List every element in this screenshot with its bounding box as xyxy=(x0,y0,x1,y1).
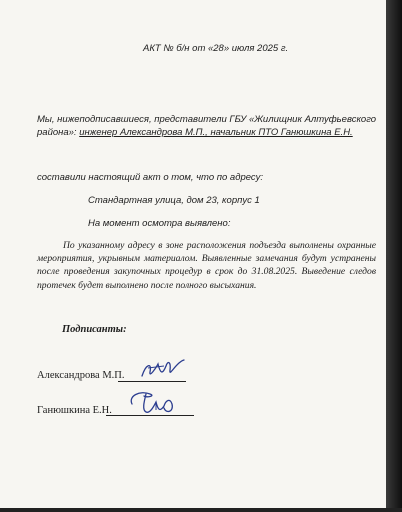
signature-1 xyxy=(138,354,188,384)
act-title: АКТ № б/н от «28» июля 2025 г. xyxy=(143,43,289,54)
background-bottom-edge xyxy=(0,508,402,512)
signatories-heading: Подписанты: xyxy=(62,324,127,335)
address-line: Стандартная улица, дом 23, корпус 1 xyxy=(88,195,260,206)
background-edge xyxy=(386,0,402,512)
findings-paragraph: По указанному адресу в зоне расположения подъезда выполнены охранные мероприятия, укрывным материалом. Выявленные замечания будут устранены после проведения закупочных процедур в срок до 31.08.2025. Выведение следов протечек будет выполнено после полного высыхания. xyxy=(37,240,376,291)
inspection-line: На момент осмотра выявлено: xyxy=(88,218,231,229)
signatory-name-1: Александрова М.П. xyxy=(37,370,125,381)
intro-organization-suffix: района»: xyxy=(37,127,77,138)
intro-persons: инженер Александрова М.П., начальник ПТО Ганюшкина Е.Н. xyxy=(79,127,353,138)
statement-line: составили настоящий акт о том, что по адресу: xyxy=(37,172,263,183)
intro-line-1: Мы, нижеподписавшиеся, представители ГБУ «Жилищник Алтуфьевского xyxy=(37,114,377,125)
intro-line-2 xyxy=(37,127,353,139)
signature-2 xyxy=(126,388,186,420)
signatory-name-2: Ганюшкина Е.Н. xyxy=(37,405,112,416)
